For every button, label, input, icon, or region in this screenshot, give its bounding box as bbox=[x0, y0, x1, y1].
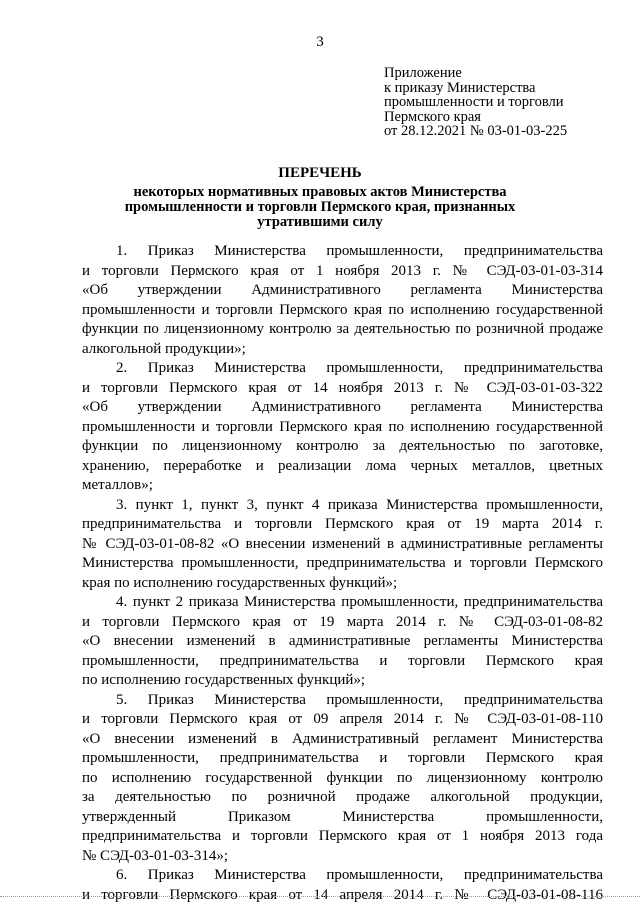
document-title: ПЕРЕЧЕНЬ bbox=[278, 165, 362, 181]
body-line: утвержденный Приказом Министерства промышленности, bbox=[82, 808, 603, 825]
appendix-line: к приказу Министерства bbox=[384, 79, 536, 96]
subtitle-line: некоторых нормативных правовых актов Министерства bbox=[133, 184, 507, 200]
body-line: 6. Приказ Министерства промышленности, предпринимательства bbox=[116, 867, 603, 883]
body-line: 3. пункт 1, пункт 3, пункт 4 приказа Министерства промышленности, bbox=[116, 496, 603, 513]
body-line: Министерства промышленности, предпринимательства и торговли Пермского bbox=[82, 555, 603, 571]
body-line: № СЭД-03-01-08-82 «О внесении изменений в административные регламенты bbox=[82, 535, 603, 552]
body-line: промышленности, предпринимательства и торговли Пермского края bbox=[82, 652, 603, 669]
body-line: предпринимательства и торговли Пермского края от 1 ноября 2013 года bbox=[82, 828, 603, 844]
body-line: алкогольной продукции»; bbox=[82, 340, 246, 357]
body-line: 2. Приказ Министерства промышленности, предпринимательства bbox=[116, 360, 603, 376]
body-line: 4. пункт 2 приказа Министерства промышленности, предпринимательства bbox=[116, 594, 603, 610]
document-body bbox=[82, 242, 603, 905]
appendix-line: промышленности и торговли bbox=[384, 94, 564, 110]
body-line: и торговли Пермского края от 14 ноября 2013 г. № СЭД-03-01-03-322 bbox=[82, 379, 603, 396]
subtitle-line: промышленности и торговли Пермского края, признанных bbox=[124, 199, 516, 215]
body-line: и торговли Пермского края от 19 марта 2014 г. № СЭД-03-01-08-82 bbox=[82, 613, 603, 630]
body-line: и торговли Пермского края от 1 ноября 2013 г. № СЭД-03-01-03-314 bbox=[82, 262, 603, 279]
appendix-line: Приложение bbox=[384, 65, 462, 81]
body-line: «О внесении изменений в административные регламенты Министерства bbox=[82, 633, 603, 649]
body-line: промышленности и торговли Пермского края по исполнению государственной bbox=[82, 418, 603, 435]
body-line: и торговли Пермского края от 14 апреля 2014 г. № СЭД-03-01-08-116 bbox=[82, 886, 603, 903]
body-line: функции по лицензионному контролю за деятельностью по заготовке, bbox=[82, 438, 603, 454]
appendix-line: от 28.12.2021 № 03-01-03-225 bbox=[384, 123, 568, 139]
body-line: «Об утверждении Административного регламента Министерства bbox=[82, 399, 603, 415]
body-line: 1. Приказ Министерства промышленности, предпринимательства bbox=[116, 243, 603, 259]
subtitle-line: утратившими силу bbox=[257, 214, 383, 230]
body-line: 5. Приказ Министерства промышленности, предпринимательства bbox=[116, 691, 603, 708]
body-line: предпринимательства и торговли Пермского края от 19 марта 2014 г. bbox=[82, 516, 603, 532]
body-line: металлов»; bbox=[82, 477, 153, 493]
body-line: и торговли Пермского края от 09 апреля 2014 г. № СЭД-03-01-08-110 bbox=[82, 711, 603, 727]
body-line: хранению, переработке и реализации лома черных металлов, цветных bbox=[82, 457, 603, 474]
body-line: № СЭД-03-01-03-314»; bbox=[82, 847, 229, 864]
appendix-block bbox=[384, 66, 624, 139]
body-line: промышленности и торговли Пермского края по исполнению государственной bbox=[82, 301, 603, 318]
body-line: за деятельностью по розничной продаже алкогольной продукции, bbox=[82, 789, 603, 805]
body-line: «О внесении изменений в Административный регламент Министерства bbox=[82, 730, 603, 747]
page-bottom-edge bbox=[0, 896, 640, 897]
body-line: «Об утверждении Административного регламента Министерства bbox=[82, 282, 603, 298]
body-line: промышленности, предпринимательства и торговли Пермского края bbox=[82, 750, 603, 766]
body-line: по исполнению государственной функции по лицензионному контролю bbox=[82, 769, 603, 786]
page-number: 3 bbox=[316, 34, 324, 50]
body-line: по исполнению государственных функций»; bbox=[82, 672, 366, 688]
document-subtitle bbox=[100, 185, 540, 230]
body-line: края по исполнению государственных функций»; bbox=[82, 574, 398, 591]
body-line: функции по лицензионному контролю за деятельностью по розничной продаже bbox=[82, 321, 603, 337]
appendix-line: Пермского края bbox=[384, 108, 481, 125]
